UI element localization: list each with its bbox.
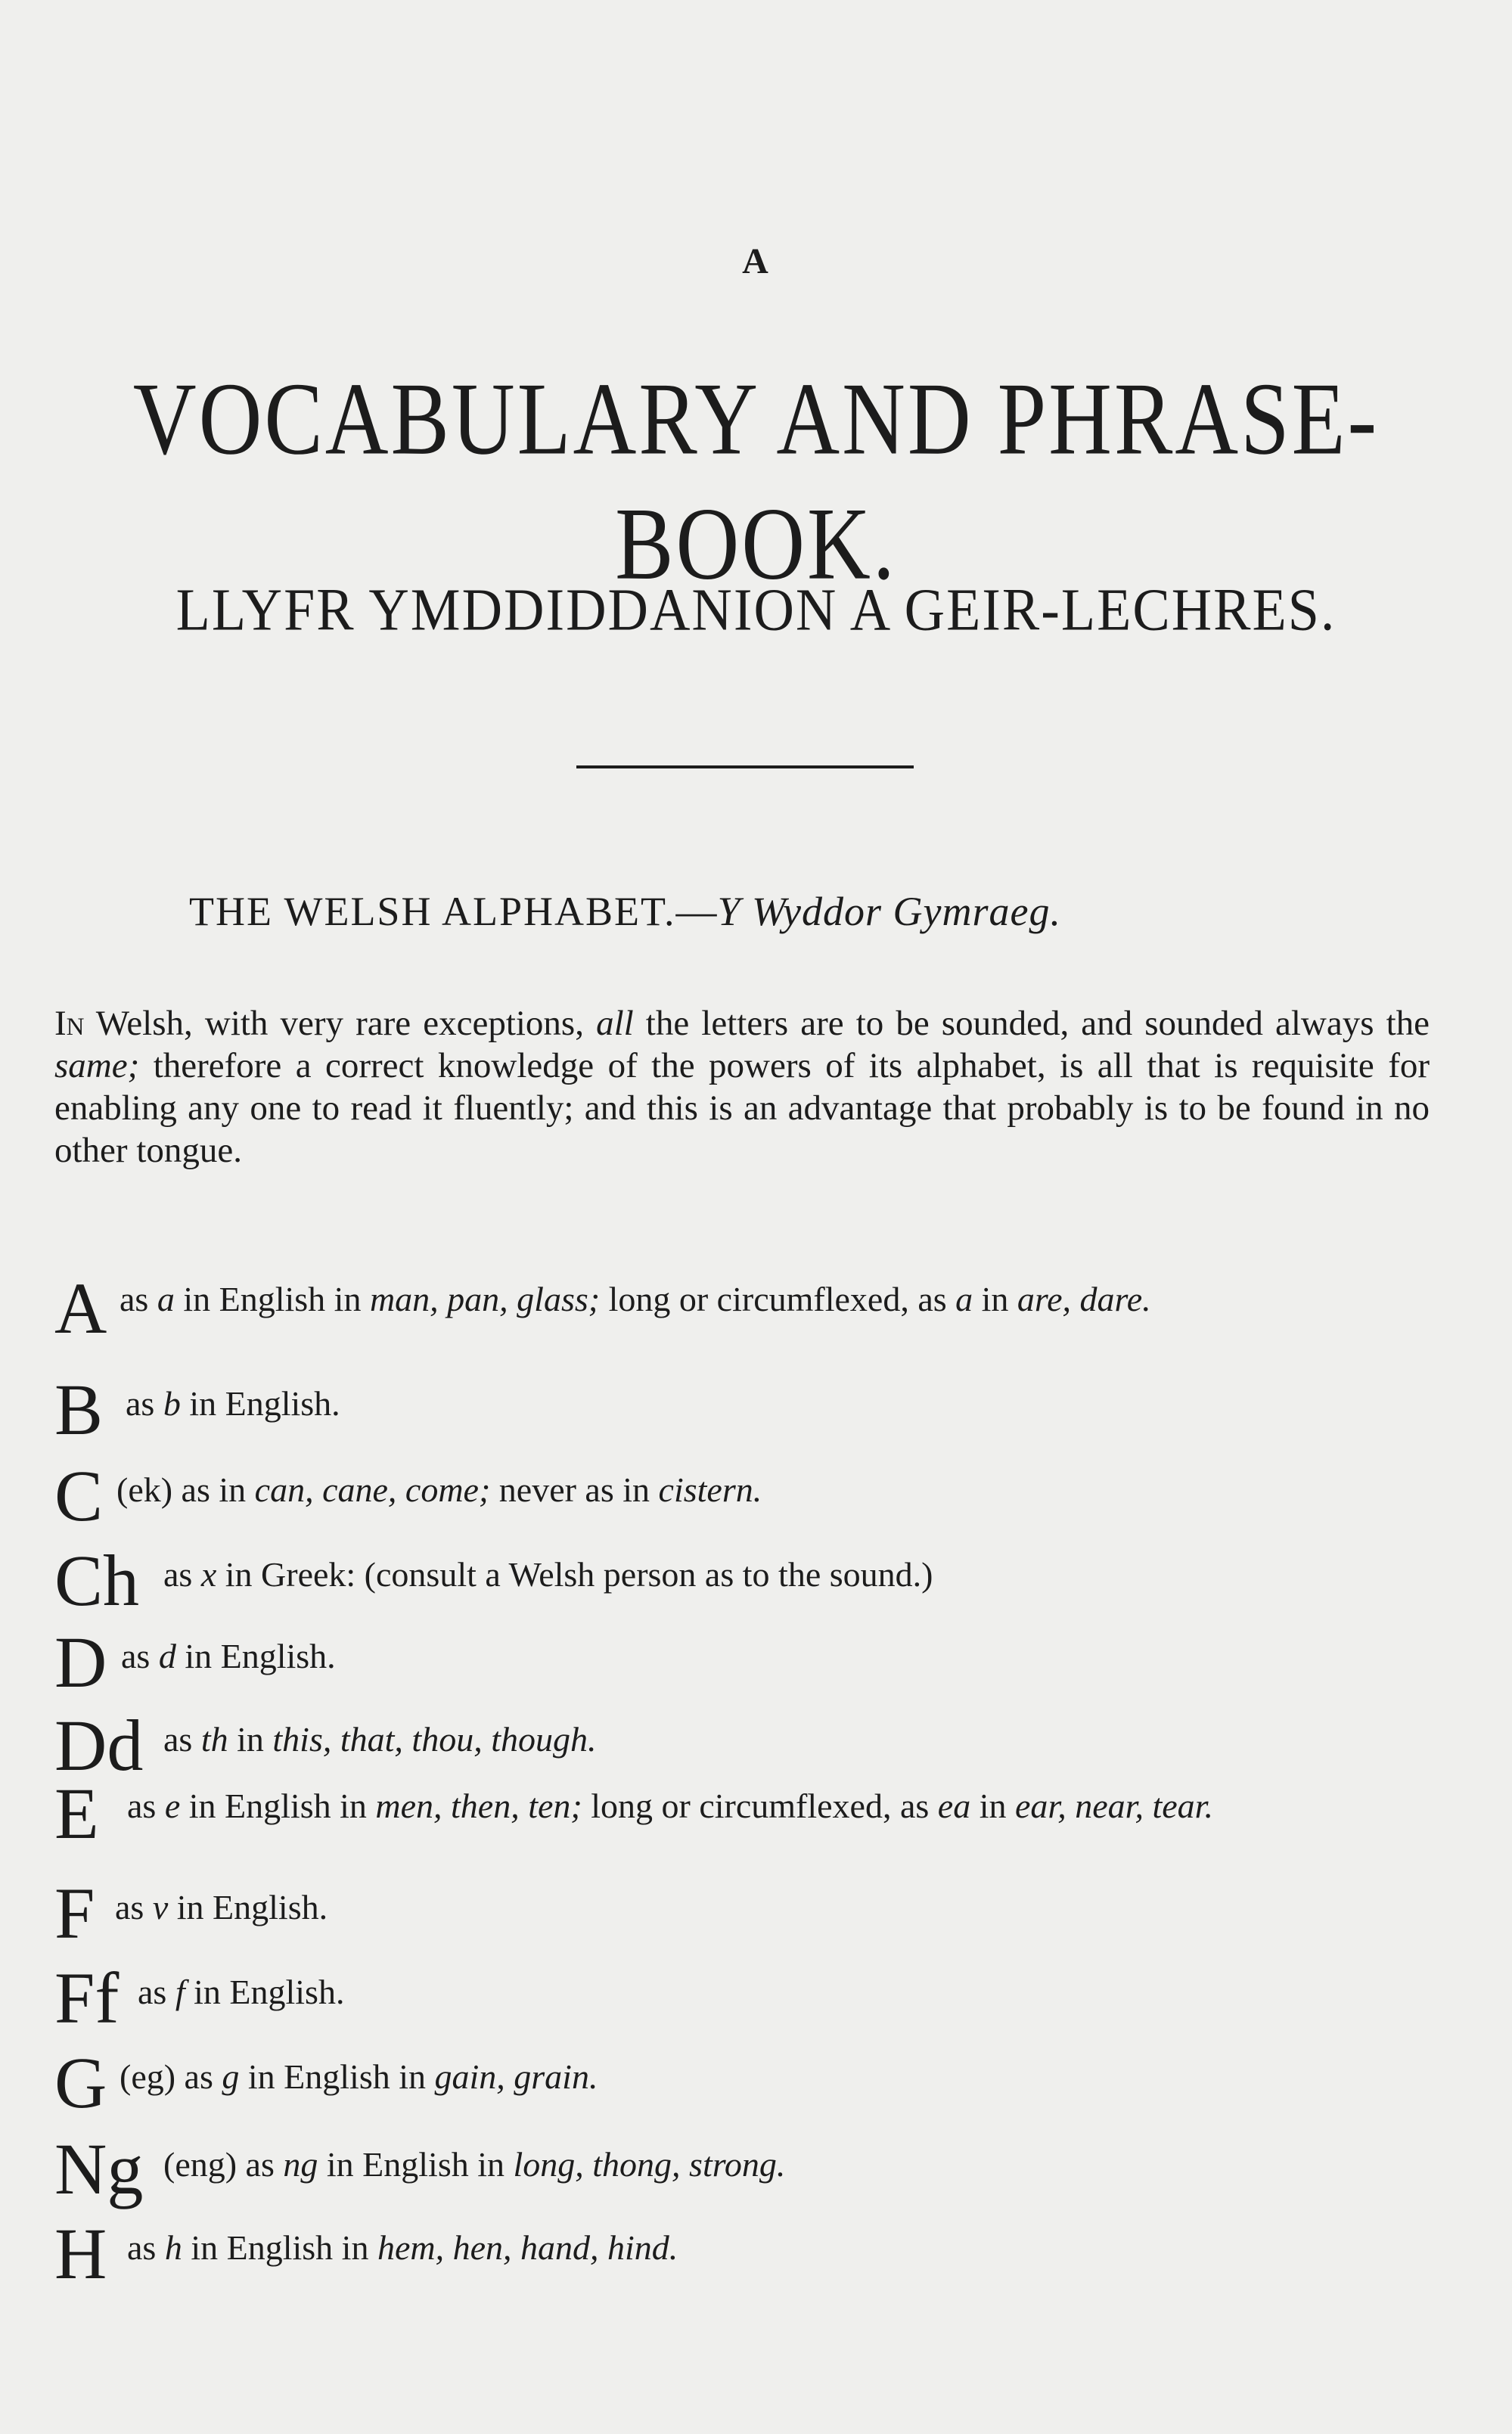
entry-text: as h in English in hem, hen, hand, hind.	[127, 2228, 678, 2267]
entry-text: as e in English in men, then, ten; long or circumflexed, as ea in ear, near, tear.	[127, 1787, 1213, 1825]
entry-initial: Ng	[54, 2128, 144, 2209]
page-title: VOCABULARY AND PHRASE-BOOK.	[132, 362, 1380, 602]
intro-text: the letters are to be sounded, and sounded always the	[633, 1004, 1430, 1043]
page-subtitle: LLYFR YMDDIDDANION A GEIR-LECHRES.	[175, 576, 1337, 644]
section-title-welsh: Y Wyddor Gymraeg.	[717, 889, 1061, 934]
intro-text: Welsh, with very rare exceptions,	[84, 1004, 597, 1043]
entry-text: as x in Greek: (consult a Welsh person as to the sound.)	[163, 1555, 933, 1594]
section-title-dash: —	[675, 889, 718, 934]
entry-initial: B	[54, 1369, 104, 1450]
intro-lead: In	[54, 1004, 85, 1043]
entry-initial: D	[54, 1622, 107, 1703]
entry-initial: Ch	[54, 1540, 140, 1621]
entry-initial: Ff	[54, 1957, 120, 2038]
entry-text: (eg) as g in English in gain, grain.	[120, 2057, 598, 2096]
intro-text: therefore a correct knowledge of the powers of its alphabet, is all that is requisite for enabling any one to read it fluently; and this is an advantage that probably is to be found in no other tongue.	[54, 1046, 1430, 1170]
entry-text: (ek) as in can, cane, come; never as in cistern.	[116, 1470, 762, 1509]
section-title	[189, 886, 1061, 936]
intro-emphasis: all	[596, 1004, 634, 1043]
entry-initial: F	[54, 1873, 95, 1954]
entry-text: (eng) as ng in English in long, thong, strong.	[163, 2145, 786, 2184]
entry-text: as f in English.	[138, 1973, 345, 2011]
intro-paragraph	[54, 1002, 1430, 1172]
entry-text: as b in English.	[126, 1384, 340, 1423]
entry-text: as v in English.	[115, 1888, 328, 1926]
entry-text: as th in this, that, thou, though.	[163, 1720, 597, 1759]
entry-initial: C	[54, 1455, 104, 1536]
section-title-english: THE WELSH ALPHABET.	[189, 889, 676, 934]
entry-initial: G	[54, 2042, 107, 2123]
entry-text: as a in English in man, pan, glass; long or circumflexed, as a in are, dare.	[120, 1280, 1151, 1318]
divider-rule	[576, 765, 914, 768]
entry-text: as d in English.	[121, 1637, 336, 1675]
entry-initial: E	[54, 1773, 99, 1854]
entry-initial: A	[54, 1268, 107, 1349]
entry-initial: H	[54, 2213, 107, 2294]
intro-emphasis: same;	[54, 1046, 140, 1085]
page-heading-letter: A	[742, 241, 770, 281]
entry-initial: Dd	[54, 1705, 144, 1786]
